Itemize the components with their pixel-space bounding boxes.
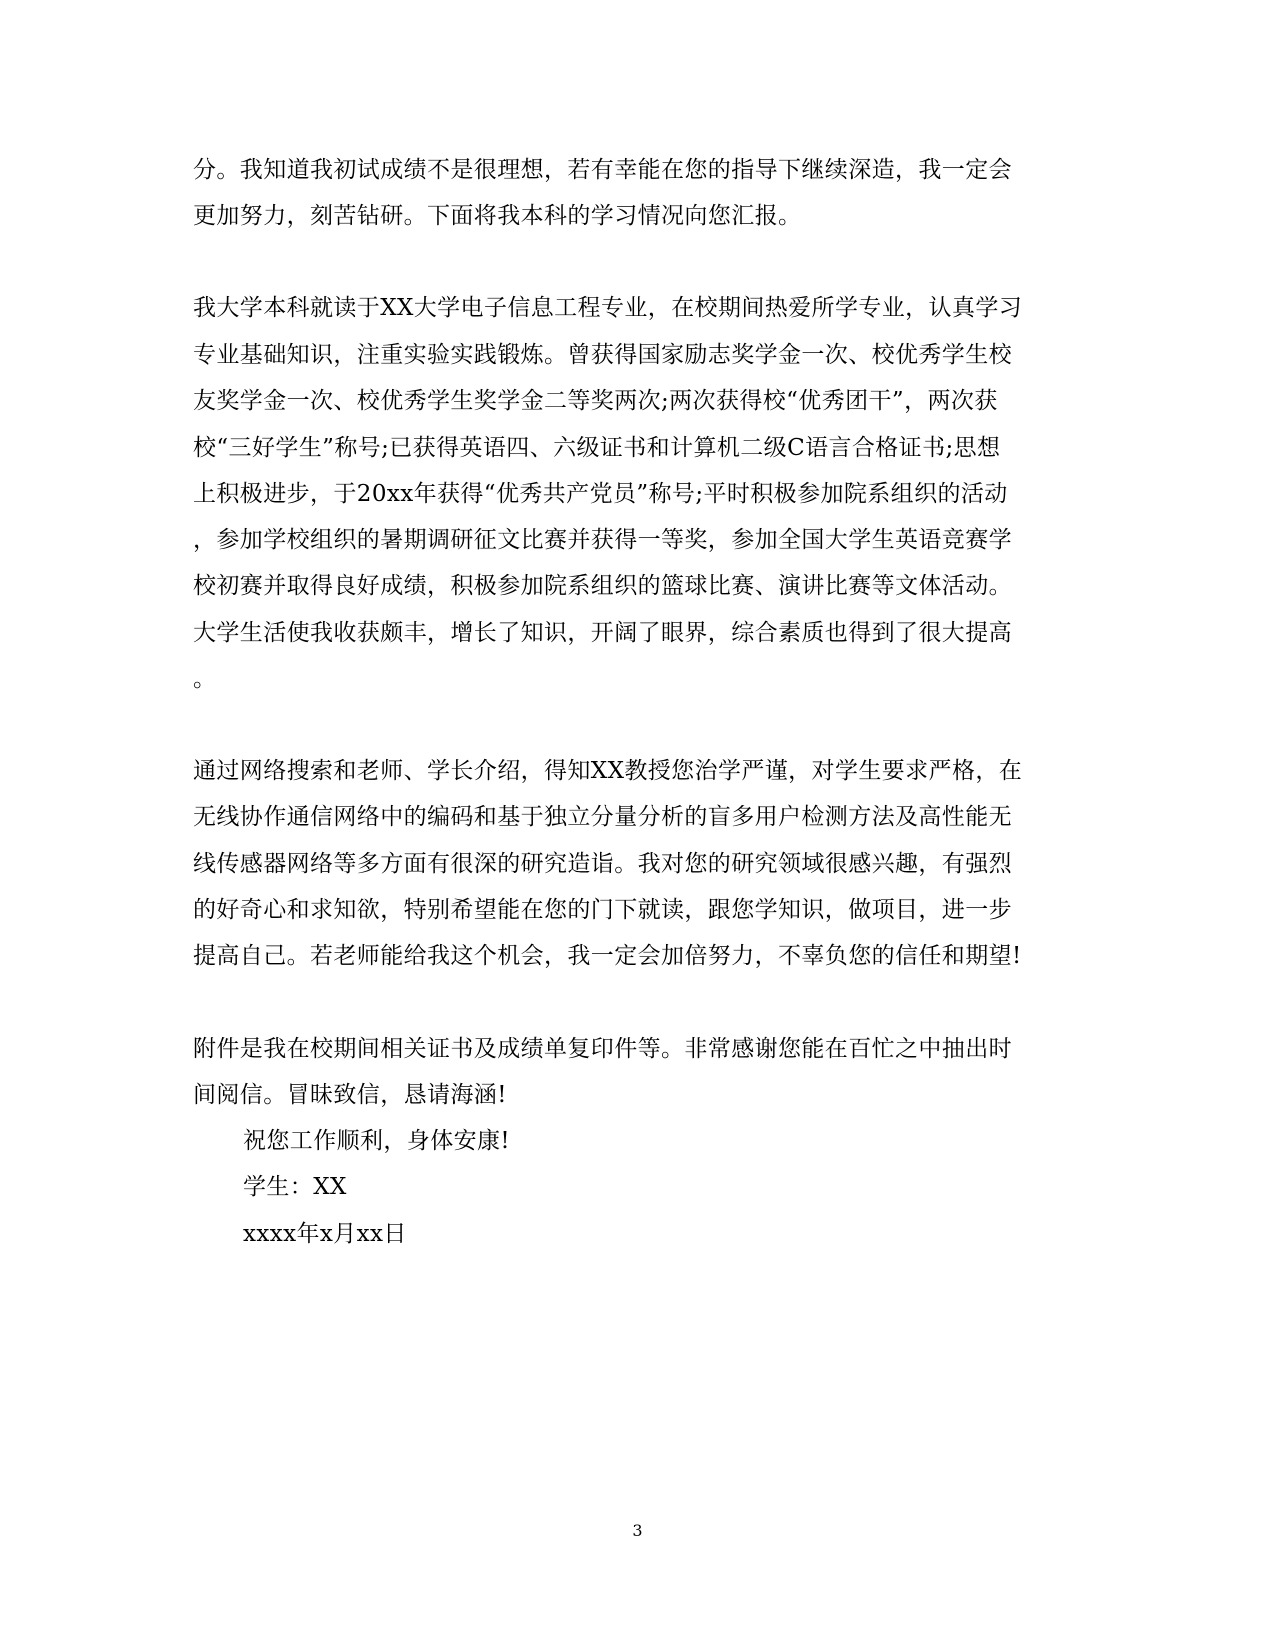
body-text-line: 更加努力，刻苦钻研。下面将我本科的学习情况向您汇报。 [193,203,802,229]
body-text-line: 线传感器网络等多方面有很深的研究造诣。我对您的研究领域很感兴趣，有强烈 [193,851,1012,877]
body-text-line: 专业基础知识，注重实验实践锻炼。曾获得国家励志奖学金一次、校优秀学生校 [193,342,1012,368]
signature: 学生：XX [243,1174,347,1200]
body-text-line: 上积极进步，于20xx年获得“优秀共产党员”称号;平时积极参加院系组织的活动 [193,481,1008,507]
body-text-line: 大学生活使我收获颇丰，增长了知识，开阔了眼界，综合素质也得到了很大提高 [193,620,1012,646]
body-text-line: 校“三好学生”称号;已获得英语四、六级证书和计算机二级C语言合格证书;思想 [193,435,1001,461]
page-number: 3 [632,1521,643,1540]
body-text-line: 的好奇心和求知欲，特别希望能在您的门下就读，跟您学知识，做项目，进一步 [193,897,1012,923]
body-text-line: 附件是我在校期间相关证书及成绩单复印件等。非常感谢您能在百忙之中抽出时 [193,1036,1012,1062]
body-text-line: 校初赛并取得良好成绩，积极参加院系组织的篮球比赛、演讲比赛等文体活动。 [193,573,1012,599]
body-text-line: 友奖学金一次、校优秀学生奖学金二等奖两次;两次获得校“优秀团干”，两次获 [193,388,998,414]
letter-date: xxxx年x月xx日 [243,1221,407,1247]
body-text-line: 。 [193,666,217,692]
body-text-line: 通过网络搜索和老师、学长介绍，得知XX教授您治学严谨，对学生要求严格，在 [193,758,1023,784]
body-text-line: 分。我知道我初试成绩不是很理想，若有幸能在您的指导下继续深造，我一定会 [193,157,1012,183]
closing-wish: 祝您工作顺利，身体安康! [243,1128,511,1154]
body-text-line: 我大学本科就读于XX大学电子信息工程专业，在校期间热爱所学专业，认真学习 [193,295,1023,321]
body-text-line: 提高自己。若老师能给我这个机会，我一定会加倍努力，不辜负您的信任和期望! [193,943,1022,969]
body-text-line: 无线协作通信网络中的编码和基于独立分量分析的盲多用户检测方法及高性能无 [193,804,1012,830]
body-text-line: 间阅信。冒昧致信，恳请海涵! [193,1082,507,1108]
body-text-line: ，参加学校组织的暑期调研征文比赛并获得一等奖，参加全国大学生英语竞赛学 [193,527,1012,553]
